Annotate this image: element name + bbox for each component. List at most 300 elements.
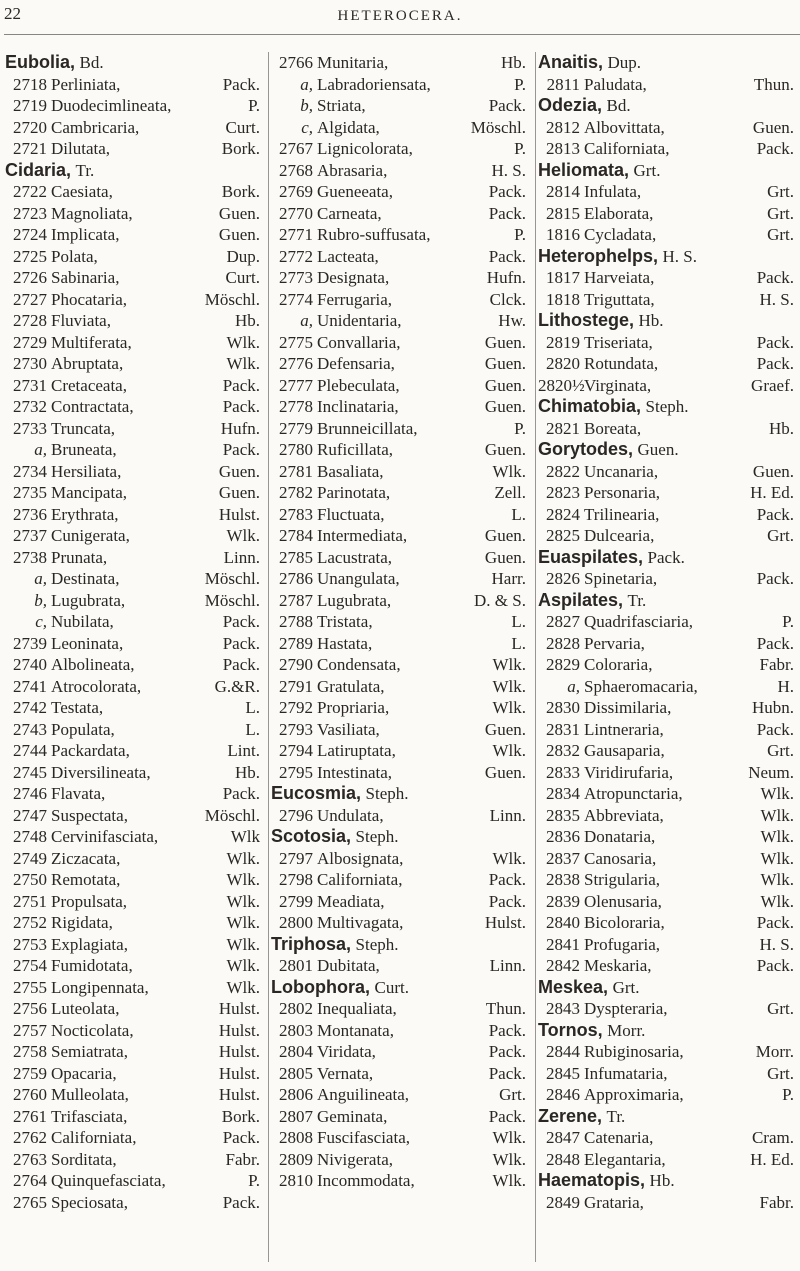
species-author: Guen. xyxy=(484,719,526,739)
species-entry xyxy=(271,52,532,74)
entry-number: 2798 xyxy=(279,870,313,889)
species-entry xyxy=(271,805,532,827)
species-author: Guen. xyxy=(484,440,526,459)
entry-number: 2791 xyxy=(279,676,313,696)
species-entry xyxy=(271,439,532,461)
species-entry xyxy=(5,289,266,311)
species-name: Geminata, xyxy=(317,1106,388,1126)
species-entry xyxy=(538,267,800,289)
genus-heading xyxy=(538,160,800,182)
entry-number: 2834 xyxy=(546,784,580,803)
column-2 xyxy=(271,52,532,1192)
entry-number: 2801 xyxy=(279,956,313,975)
genus-author: Grt. xyxy=(612,977,640,997)
species-author: H. S. xyxy=(491,160,526,180)
species-name: Hersiliata, xyxy=(51,461,122,481)
species-author: Hulst. xyxy=(218,1020,260,1040)
species-entry xyxy=(271,525,532,547)
species-name: Incommodata, xyxy=(317,1171,415,1190)
genus-heading xyxy=(538,1106,800,1128)
species-author: Fabr. xyxy=(759,655,794,674)
species-author: Guen. xyxy=(218,483,260,502)
entry-number: 2744 xyxy=(13,741,47,760)
entry-number: 2835 xyxy=(546,805,580,825)
entry-number: 2725 xyxy=(13,246,47,266)
entry-number: 2734 xyxy=(13,461,47,481)
entry-number: 2776 xyxy=(279,354,313,373)
species-entry xyxy=(271,891,532,913)
entry-number: 2761 xyxy=(13,1106,47,1126)
species-name: Atropunctaria, xyxy=(584,784,683,803)
species-name: Harveiata, xyxy=(584,268,655,287)
species-name: Uncanaria, xyxy=(584,461,659,481)
species-name: Triseriata, xyxy=(584,332,653,352)
species-author: Wlk. xyxy=(226,891,260,911)
species-name: Explagiata, xyxy=(51,934,128,954)
genus-name: Haematopis, xyxy=(538,1170,646,1190)
genus-author: Hb. xyxy=(649,1171,675,1190)
entry-number: 2799 xyxy=(279,891,313,911)
entry-number: 1818 xyxy=(546,289,580,309)
species-author: Wlk. xyxy=(492,461,526,481)
species-entry xyxy=(5,117,266,139)
entry-number: 2842 xyxy=(546,956,580,975)
genus-name: Heliomata, xyxy=(538,159,630,180)
species-entry xyxy=(5,977,266,999)
species-entry xyxy=(271,353,532,375)
species-author: Hubn. xyxy=(751,698,794,717)
species-entry xyxy=(538,332,800,354)
species-author: P. xyxy=(248,96,260,115)
species-author: Hulst. xyxy=(218,1063,260,1083)
genus-author: Steph. xyxy=(645,397,689,416)
species-author: Pack. xyxy=(222,633,260,653)
species-author: Lint. xyxy=(227,741,260,760)
species-author: Hulst. xyxy=(218,999,260,1018)
entry-number: a, xyxy=(300,311,313,330)
species-entry xyxy=(271,912,532,934)
species-author: Guen. xyxy=(484,547,526,567)
genus-name: Anaitis, xyxy=(538,52,604,72)
entry-number: 2777 xyxy=(279,375,313,395)
species-entry xyxy=(5,1192,266,1214)
entry-number: 2779 xyxy=(279,418,313,438)
species-entry xyxy=(538,762,800,784)
species-name: Nocticolata, xyxy=(51,1020,134,1040)
entry-number: 2827 xyxy=(546,612,580,631)
species-entry xyxy=(5,633,266,655)
species-author: H. Ed. xyxy=(750,1149,794,1169)
genus-author: Pack. xyxy=(647,547,685,567)
species-entry xyxy=(271,1041,532,1063)
species-author: Grt. xyxy=(767,526,794,545)
species-author: Guen. xyxy=(484,354,526,373)
species-name: Montanata, xyxy=(317,1020,394,1040)
species-name: Prunata, xyxy=(51,547,108,567)
species-name: Nivigerata, xyxy=(317,1149,393,1169)
species-entry xyxy=(271,611,532,633)
entry-number: 2729 xyxy=(13,332,47,352)
species-name: Abrasaria, xyxy=(317,160,388,180)
species-author: Harr. xyxy=(491,569,526,588)
species-name: Longipennata, xyxy=(51,977,149,997)
species-name: Hastata, xyxy=(317,633,373,653)
entry-number: 2723 xyxy=(13,203,47,223)
species-author: H. Ed. xyxy=(750,483,794,502)
species-name: Leoninata, xyxy=(51,633,124,653)
species-name: Intestinata, xyxy=(317,762,393,782)
species-author: P. xyxy=(514,139,526,158)
entry-number: 2757 xyxy=(13,1020,47,1040)
genus-heading xyxy=(538,95,800,117)
species-name: Parinotata, xyxy=(317,483,391,502)
species-entry xyxy=(538,934,800,956)
species-author: Pack. xyxy=(488,203,526,223)
genus-author: Tr. xyxy=(75,160,95,180)
species-author: Pack. xyxy=(222,1128,260,1147)
species-name: Spinetaria, xyxy=(584,569,658,588)
species-entry xyxy=(538,504,800,526)
species-entry xyxy=(5,547,266,569)
entry-number: 2810 xyxy=(279,1171,313,1190)
variety-entry xyxy=(271,117,532,139)
genus-author: Morr. xyxy=(607,1020,646,1040)
entry-number: 2751 xyxy=(13,891,47,911)
genus-name: Lobophora, xyxy=(271,976,370,997)
species-name: Quinquefasciata, xyxy=(51,1171,166,1190)
species-name: Nubilata, xyxy=(51,612,114,631)
species-author: Hb. xyxy=(234,762,260,782)
entry-number: b, xyxy=(34,590,47,610)
species-entry xyxy=(538,740,800,762)
entry-number: 2808 xyxy=(279,1128,313,1147)
species-entry xyxy=(5,1041,266,1063)
species-entry xyxy=(5,955,266,977)
entry-number: 2838 xyxy=(546,870,580,889)
genus-author: Guen. xyxy=(637,440,679,459)
species-author: Hulst. xyxy=(484,913,526,932)
genus-name: Euaspilates, xyxy=(538,546,644,567)
species-name: Lugubrata, xyxy=(317,590,392,610)
species-name: Luteolata, xyxy=(51,999,120,1018)
entry-number: c, xyxy=(301,117,313,137)
species-name: Albolineata, xyxy=(51,655,135,674)
species-entry xyxy=(538,826,800,848)
species-entry xyxy=(271,1170,532,1192)
entry-number: 2793 xyxy=(279,719,313,739)
species-author: Pack. xyxy=(222,612,260,631)
variety-entry xyxy=(5,590,266,612)
entry-number: 2747 xyxy=(13,805,47,825)
species-entry xyxy=(538,611,800,633)
species-entry xyxy=(538,719,800,741)
species-name: Triguttata, xyxy=(584,289,655,309)
species-name: Basaliata, xyxy=(317,461,384,481)
entry-number: 2765 xyxy=(13,1192,47,1212)
species-author: P. xyxy=(514,74,526,94)
species-author: Möschl. xyxy=(204,590,260,610)
species-name: Fluctuata, xyxy=(317,504,385,524)
entry-number: 2756 xyxy=(13,999,47,1018)
species-author: Linn. xyxy=(223,547,260,567)
species-entry xyxy=(538,353,800,375)
species-author: G.&R. xyxy=(214,676,260,696)
species-name: Packardata, xyxy=(51,741,130,760)
species-name: Ferrugaria, xyxy=(317,289,393,309)
species-entry xyxy=(5,332,266,354)
entry-number: 2745 xyxy=(13,762,47,782)
species-entry xyxy=(271,224,532,246)
species-author: Wlk. xyxy=(226,956,260,975)
species-entry xyxy=(538,912,800,934)
species-name: Labradoriensata, xyxy=(317,74,431,94)
species-author: Wlk. xyxy=(492,1171,526,1190)
species-author: Pack. xyxy=(488,182,526,201)
entry-number: 2845 xyxy=(546,1063,580,1083)
entry-number: a, xyxy=(567,676,580,696)
species-author: Guen. xyxy=(484,332,526,352)
species-author: Pack. xyxy=(488,1106,526,1126)
species-author: Pack. xyxy=(488,891,526,911)
species-entry xyxy=(5,224,266,246)
species-entry xyxy=(271,504,532,526)
genus-name: Odezia, xyxy=(538,95,603,115)
species-author: Guen. xyxy=(218,225,260,244)
entry-number: 2828 xyxy=(546,633,580,653)
species-entry xyxy=(5,697,266,719)
species-author: Wlk. xyxy=(226,526,260,545)
species-name: Strigularia, xyxy=(584,870,661,889)
species-name: Viridirufaria, xyxy=(584,762,674,782)
entry-number: b, xyxy=(300,96,313,115)
genus-author: Bd. xyxy=(79,53,104,72)
species-entry xyxy=(5,267,266,289)
species-name: Designata, xyxy=(317,268,390,287)
species-entry xyxy=(271,998,532,1020)
species-entry xyxy=(5,783,266,805)
species-name: Munitaria, xyxy=(317,53,389,72)
column-3 xyxy=(538,52,800,1213)
genus-name: Heterophelps, xyxy=(538,245,659,266)
genus-name: Scotosia, xyxy=(271,826,352,846)
species-entry xyxy=(271,396,532,418)
species-name: Elegantaria, xyxy=(584,1149,666,1169)
entry-number: 2813 xyxy=(546,139,580,158)
entry-number: 2768 xyxy=(279,160,313,180)
entry-number: 2727 xyxy=(13,289,47,309)
species-name: Perliniata, xyxy=(51,74,121,94)
entry-number: 2736 xyxy=(13,504,47,524)
genus-name: Eucosmia, xyxy=(271,783,362,803)
species-entry xyxy=(271,654,532,676)
species-entry xyxy=(271,1063,532,1085)
entry-number: 2733 xyxy=(13,418,47,438)
species-name: Coloraria, xyxy=(584,655,653,674)
species-author: Möschl. xyxy=(470,117,526,137)
species-entry xyxy=(5,504,266,526)
entry-number: 2846 xyxy=(546,1085,580,1104)
species-name: Flavata, xyxy=(51,784,106,803)
species-name: Quadrifasciaria, xyxy=(584,612,694,631)
species-author: Hw. xyxy=(498,311,526,330)
entry-number: c, xyxy=(35,612,47,631)
species-name: Californiata, xyxy=(584,139,670,158)
species-name: Gratulata, xyxy=(317,676,385,696)
entry-number: 2831 xyxy=(546,719,580,739)
species-name: Ziczacata, xyxy=(51,848,121,868)
species-author: Pack. xyxy=(222,440,260,459)
species-entry xyxy=(271,1084,532,1106)
species-author: Wlk. xyxy=(760,805,794,825)
variety-entry xyxy=(271,310,532,332)
genus-heading xyxy=(271,783,532,805)
entry-number: 2759 xyxy=(13,1063,47,1083)
entry-number: 2805 xyxy=(279,1063,313,1083)
species-name: Lacustrata, xyxy=(317,547,393,567)
species-name: Californiata, xyxy=(51,1128,137,1147)
species-name: Caesiata, xyxy=(51,182,113,201)
species-name: Brunneicillata, xyxy=(317,418,418,438)
species-author: Wlk. xyxy=(492,698,526,717)
species-entry xyxy=(5,848,266,870)
species-name: Polata, xyxy=(51,246,98,266)
genus-author: Steph. xyxy=(365,784,409,803)
species-entry xyxy=(271,181,532,203)
genus-heading xyxy=(271,826,532,848)
species-author: Pack. xyxy=(222,375,260,395)
species-entry xyxy=(271,203,532,225)
species-author: Grt. xyxy=(767,999,794,1018)
species-author: Wlk. xyxy=(760,784,794,803)
entry-number: 2764 xyxy=(13,1171,47,1190)
entry-number: 2796 xyxy=(279,805,313,825)
species-name: Diversilineata, xyxy=(51,762,151,782)
genus-author: Bd. xyxy=(606,96,631,115)
genus-heading xyxy=(538,310,800,332)
species-entry xyxy=(271,246,532,268)
genus-name: Aspilates, xyxy=(538,589,624,610)
variety-entry xyxy=(5,611,266,633)
species-author: Wlk. xyxy=(226,934,260,954)
species-name: Multivagata, xyxy=(317,913,404,932)
species-entry xyxy=(271,138,532,160)
species-author: Bork. xyxy=(221,1106,260,1126)
species-author: Pack. xyxy=(222,655,260,674)
species-author: Linn. xyxy=(489,805,526,825)
species-name: Sphaeromacaria, xyxy=(584,676,698,696)
species-author: Grt. xyxy=(499,1085,526,1104)
species-name: Fumidotata, xyxy=(51,956,133,975)
species-name: Testata, xyxy=(51,698,104,717)
species-author: Pack. xyxy=(222,1192,260,1212)
species-entry xyxy=(538,848,800,870)
species-name: Rigidata, xyxy=(51,913,113,932)
entry-number: 2750 xyxy=(13,870,47,889)
species-name: Lignicolorata, xyxy=(317,139,413,158)
species-name: Truncata, xyxy=(51,418,116,438)
species-name: Infumataria, xyxy=(584,1063,668,1083)
species-name: Speciosata, xyxy=(51,1192,128,1212)
species-name: Contractata, xyxy=(51,397,134,416)
species-author: Wlk. xyxy=(760,870,794,889)
entry-number: 2820½ xyxy=(538,375,585,395)
genus-author: H. S. xyxy=(662,246,698,266)
entry-number: 2746 xyxy=(13,784,47,803)
species-entry xyxy=(5,998,266,1020)
entry-number: 2721 xyxy=(13,139,47,158)
species-author: Guen. xyxy=(218,461,260,481)
entry-number: 2837 xyxy=(546,848,580,868)
genus-name: Chimatobia, xyxy=(538,396,642,416)
variety-entry xyxy=(5,568,266,590)
species-name: Algidata, xyxy=(317,117,380,137)
species-name: Implicata, xyxy=(51,225,120,244)
species-entry xyxy=(538,568,800,590)
species-name: Paludata, xyxy=(584,74,647,94)
species-entry xyxy=(5,138,266,160)
species-name: Gueneeata, xyxy=(317,182,393,201)
entry-number: 2804 xyxy=(279,1042,313,1061)
species-entry xyxy=(271,719,532,741)
entry-number: 2749 xyxy=(13,848,47,868)
entry-number: 2741 xyxy=(13,676,47,696)
species-author: Morr. xyxy=(755,1042,794,1061)
entry-number: 2802 xyxy=(279,999,313,1018)
species-author: Guen. xyxy=(752,117,794,137)
species-author: Grt. xyxy=(767,1063,794,1083)
species-author: Guen. xyxy=(752,461,794,481)
entry-number: 2815 xyxy=(546,203,580,223)
entry-number: 2840 xyxy=(546,913,580,932)
species-name: Suspectata, xyxy=(51,805,128,825)
entry-number: 2753 xyxy=(13,934,47,954)
species-name: Cambricaria, xyxy=(51,117,140,137)
entry-number: 2783 xyxy=(279,504,313,524)
species-entry xyxy=(538,1127,800,1149)
species-author: Neum. xyxy=(748,762,794,782)
species-entry xyxy=(271,375,532,397)
species-name: Mancipata, xyxy=(51,483,127,502)
entry-number: 2763 xyxy=(13,1149,47,1169)
species-author: Wlk. xyxy=(226,332,260,352)
species-name: Remotata, xyxy=(51,870,121,889)
species-name: Rotundata, xyxy=(584,354,659,373)
species-entry xyxy=(5,912,266,934)
species-author: Pack. xyxy=(488,96,526,115)
species-entry xyxy=(538,654,800,676)
species-author: Möschl. xyxy=(204,569,260,588)
species-name: Tristata, xyxy=(317,612,373,631)
species-name: Dulcearia, xyxy=(584,526,655,545)
species-author: Wlk. xyxy=(226,848,260,868)
species-entry xyxy=(5,482,266,504)
species-entry xyxy=(271,848,532,870)
species-entry xyxy=(5,740,266,762)
species-entry xyxy=(271,869,532,891)
species-entry xyxy=(538,805,800,827)
species-name: Phocataria, xyxy=(51,289,127,309)
genus-name: Eubolia, xyxy=(5,52,76,72)
species-name: Condensata, xyxy=(317,655,401,674)
species-author: P. xyxy=(514,418,526,438)
genus-name: Zerene, xyxy=(538,1105,603,1126)
genus-name: Tornos, xyxy=(538,1019,603,1040)
entry-number: 2847 xyxy=(546,1128,580,1147)
species-entry xyxy=(538,1149,800,1171)
species-author: Zell. xyxy=(494,483,526,502)
species-name: Grataria, xyxy=(584,1192,644,1212)
genus-heading xyxy=(271,934,532,956)
